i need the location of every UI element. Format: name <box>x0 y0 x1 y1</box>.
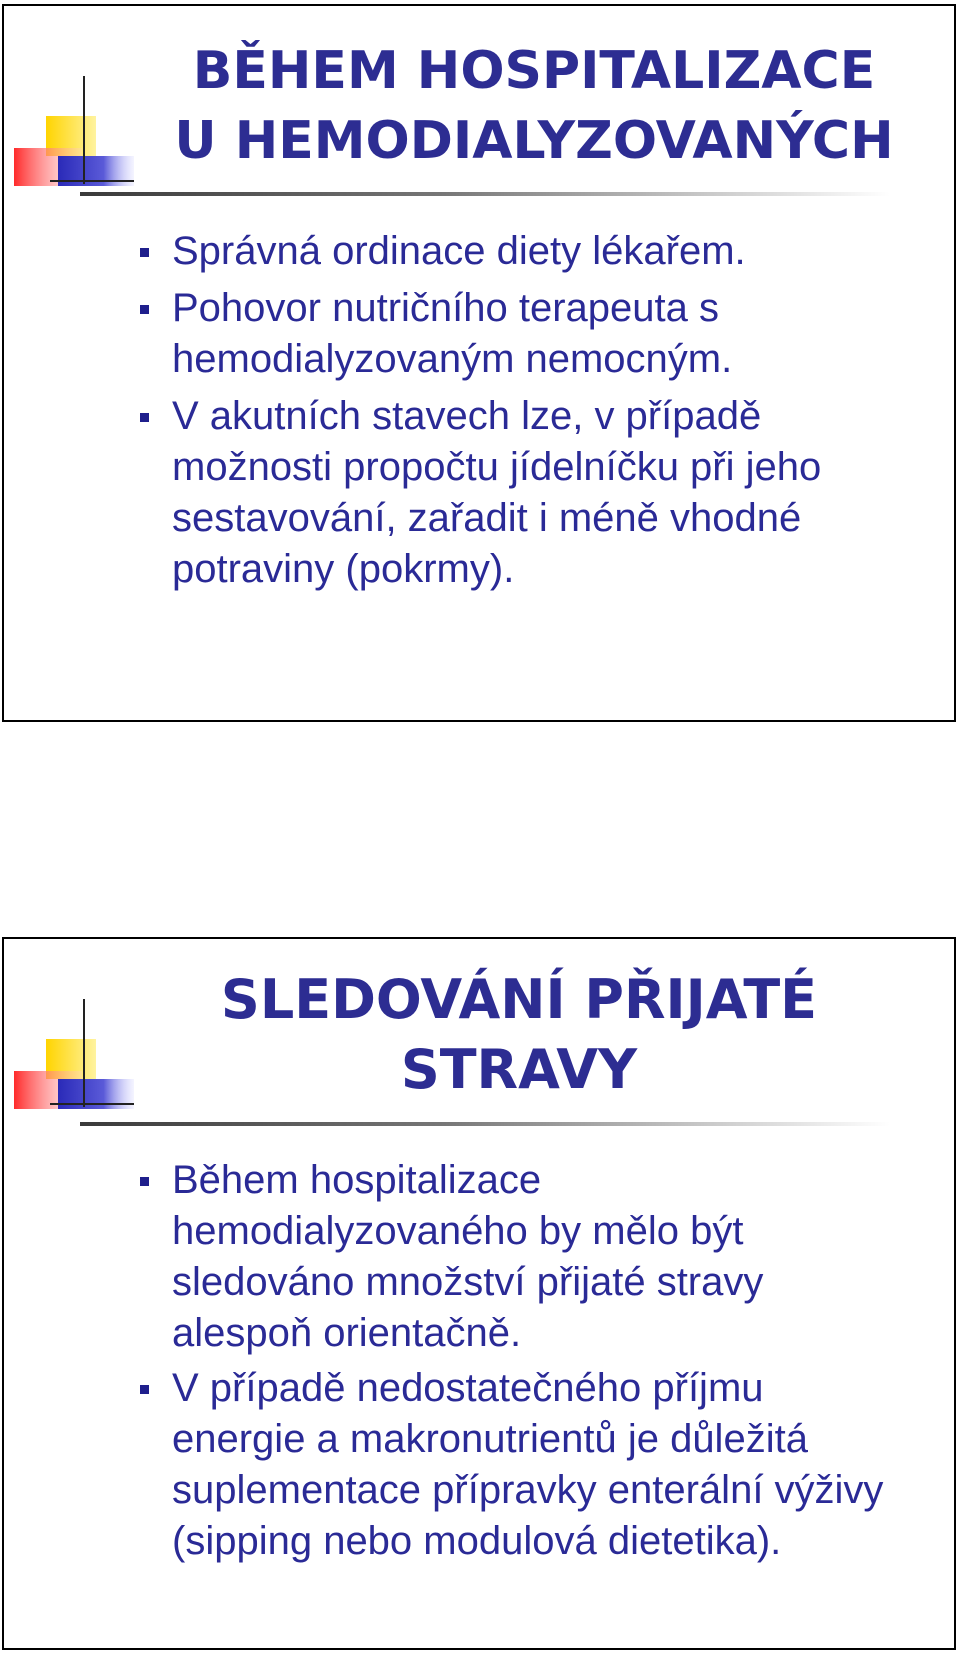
bullet-text: Během hospitalizace <box>172 1158 542 1202</box>
bullet-text: suplementace přípravky enterální výživy <box>172 1468 884 1512</box>
title-line: BĚHEM HOSPITALIZACE <box>192 41 876 101</box>
bullet-text: hemodialyzovaného by mělo být <box>172 1209 744 1253</box>
bullet-text: (sipping nebo modulová dietetika). <box>172 1519 782 1563</box>
bullet-text: alespoň orientačně. <box>172 1311 522 1355</box>
slide-2-title <box>164 965 874 1105</box>
title-rule <box>80 192 890 196</box>
bullet-text: sledováno množství přijaté stravy <box>172 1260 764 1304</box>
slide-1 <box>2 4 956 722</box>
slide-logo-icon <box>14 999 134 1109</box>
slide-1-title <box>134 36 934 176</box>
list-item <box>172 283 934 385</box>
bullet-text: Pohovor nutričního terapeuta s <box>172 286 720 330</box>
bullet-list <box>172 226 934 595</box>
bullet-text: sestavování, zařadit i méně vhodné <box>172 496 802 540</box>
bullet-icon <box>140 248 149 257</box>
list-item <box>172 226 934 277</box>
bullet-text: možnosti propočtu jídelníčku při jeho <box>172 445 822 489</box>
title-line: U HEMODIALYZOVANÝCH <box>174 111 894 171</box>
bullet-icon <box>140 1177 149 1186</box>
title-rule <box>80 1122 890 1126</box>
slide-logo-icon <box>14 76 134 186</box>
slide-2 <box>2 937 956 1650</box>
bullet-icon <box>140 1385 149 1394</box>
bullet-text: hemodialyzovaným nemocným. <box>172 337 733 381</box>
title-line: SLEDOVÁNÍ PŘIJATÉ <box>220 968 818 1031</box>
bullet-text: Správná ordinace diety lékařem. <box>172 229 746 273</box>
bullet-text: V případě nedostatečného příjmu <box>172 1366 764 1410</box>
bullet-text: V akutních stavech lze, v případě <box>172 394 762 438</box>
bullet-icon <box>140 413 149 422</box>
list-item <box>172 1155 934 1359</box>
bullet-text: potraviny (pokrmy). <box>172 547 515 591</box>
title-line: STRAVY <box>400 1038 638 1101</box>
bullet-text: energie a makronutrientů je důležitá <box>172 1417 808 1461</box>
bullet-icon <box>140 305 149 314</box>
list-item <box>172 1363 934 1567</box>
list-item <box>172 391 934 595</box>
bullet-list <box>172 1155 934 1567</box>
